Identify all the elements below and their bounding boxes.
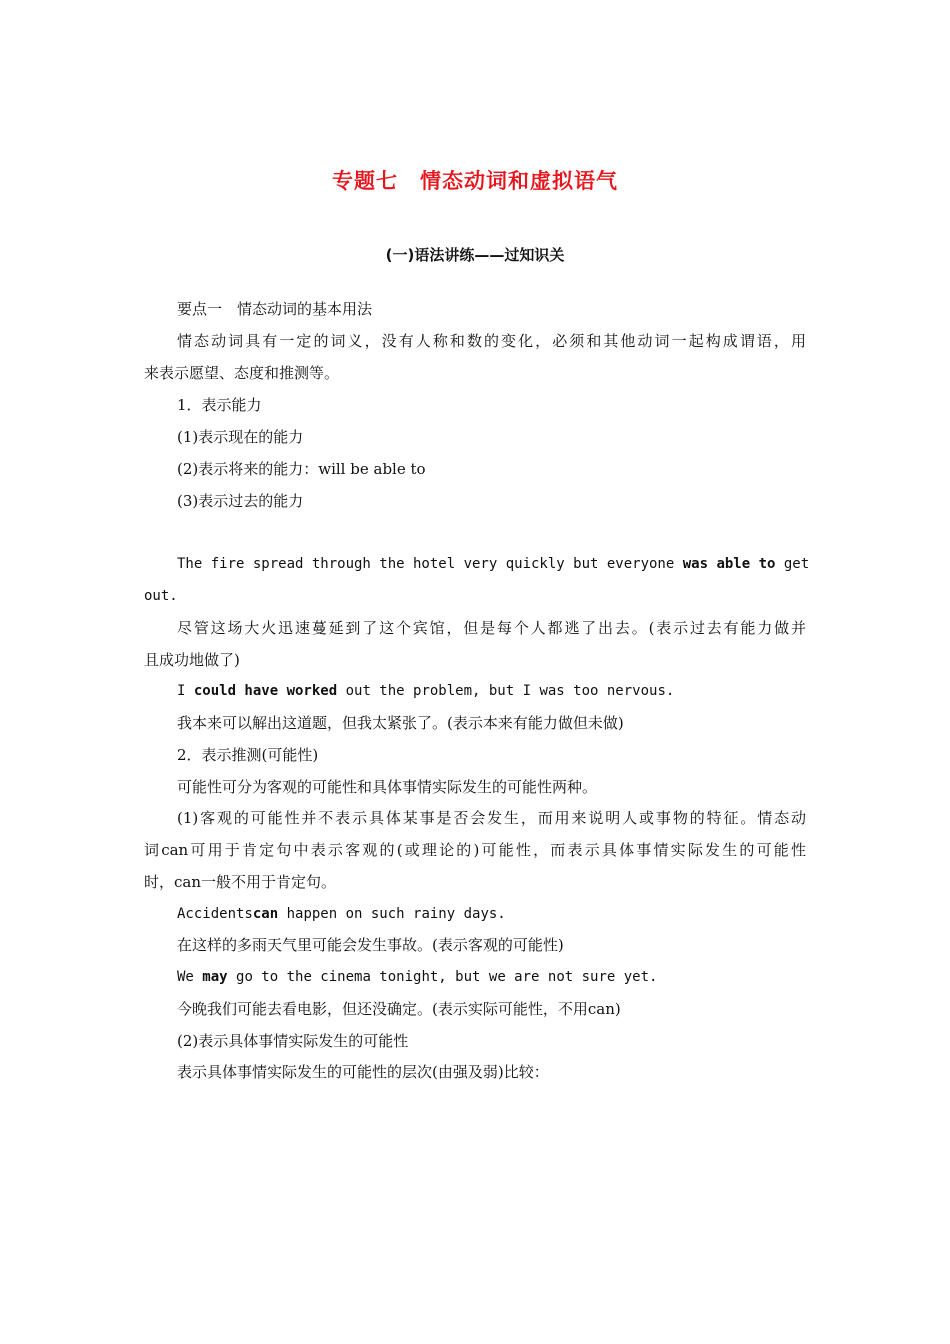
example-keyword: could have worked — [193, 683, 338, 699]
example-translation-3: 在这样的多雨天气里可能会发生事故。(表示客观的可能性) — [177, 936, 564, 954]
example-sentence-2 — [177, 681, 806, 701]
example-keyword: can — [252, 906, 279, 922]
page-title: 专题七 情态动词和虚拟语气 — [332, 169, 618, 193]
example-sentence-4 — [177, 967, 806, 987]
example-sentence-3 — [177, 904, 806, 924]
inference-paragraph-line-2: 词can可用于肯定句中表示客观的(或理论的)可能性，而表示具体事情实际发生的可能性 — [144, 841, 806, 859]
section-subtitle: (一)语法讲练——过知识关 — [385, 246, 565, 264]
example-text: Accidents — [177, 906, 253, 922]
inference-subheading: (2)表示具体事情实际发生的可能性 — [177, 1032, 409, 1050]
example-sentence-1 — [177, 554, 810, 574]
example-text: happen on such rainy days. — [278, 906, 506, 922]
example-text: get — [775, 556, 810, 572]
example-text: The fire spread through the hotel very quickly but everyone — [177, 556, 683, 572]
point-heading: 要点一 情态动词的基本用法 — [177, 300, 373, 318]
example-text: We — [177, 969, 203, 985]
ability-heading: 1．表示能力 — [177, 396, 262, 414]
example-keyword: was able to — [682, 556, 776, 572]
example-text: out the problem, but I was too nervous. — [337, 683, 675, 699]
example-translation-1: 尽管这场大火迅速蔓延到了这个宾馆，但是每个人都逃了出去。(表示过去有能力做并 — [177, 619, 806, 637]
example-keyword: may — [202, 969, 228, 985]
inference-paragraph-line-3: 时，can一般不用于肯定句。 — [144, 873, 337, 891]
example-text: I — [177, 683, 194, 699]
example-text: go to the cinema tonight, but we are not sure yet. — [227, 969, 658, 985]
inference-intro: 可能性可分为客观的可能性和具体事情实际发生的可能性两种。 — [177, 778, 598, 796]
ability-item-future: (2)表示将来的能力：will be able to — [177, 460, 426, 478]
ability-item-past: (3)表示过去的能力 — [177, 492, 304, 510]
example-translation-1-cont: 且成功地做了) — [144, 651, 240, 669]
example-translation-4: 今晚我们可能去看电影，但还没确定。(表示实际可能性，不用can) — [177, 1000, 621, 1018]
intro-line-2: 来表示愿望、态度和推测等。 — [144, 364, 340, 382]
intro-line-1: 情态动词具有一定的词义，没有人称和数的变化，必须和其他动词一起构成谓语，用 — [177, 332, 806, 350]
inference-heading: 2．表示推测(可能性) — [177, 746, 319, 764]
example-sentence-1-cont: out. — [144, 588, 178, 604]
example-translation-2: 我本来可以解出这道题，但我太紧张了。(表示本来有能力做但未做) — [177, 714, 624, 732]
ability-item-present: (1)表示现在的能力 — [177, 428, 304, 446]
inference-paragraph-line-1: (1)客观的可能性并不表示具体某事是否会发生，而用来说明人或事物的特征。情态动 — [177, 809, 806, 827]
inference-comparison-intro: 表示具体事情实际发生的可能性的层次(由强及弱)比较： — [177, 1063, 549, 1081]
